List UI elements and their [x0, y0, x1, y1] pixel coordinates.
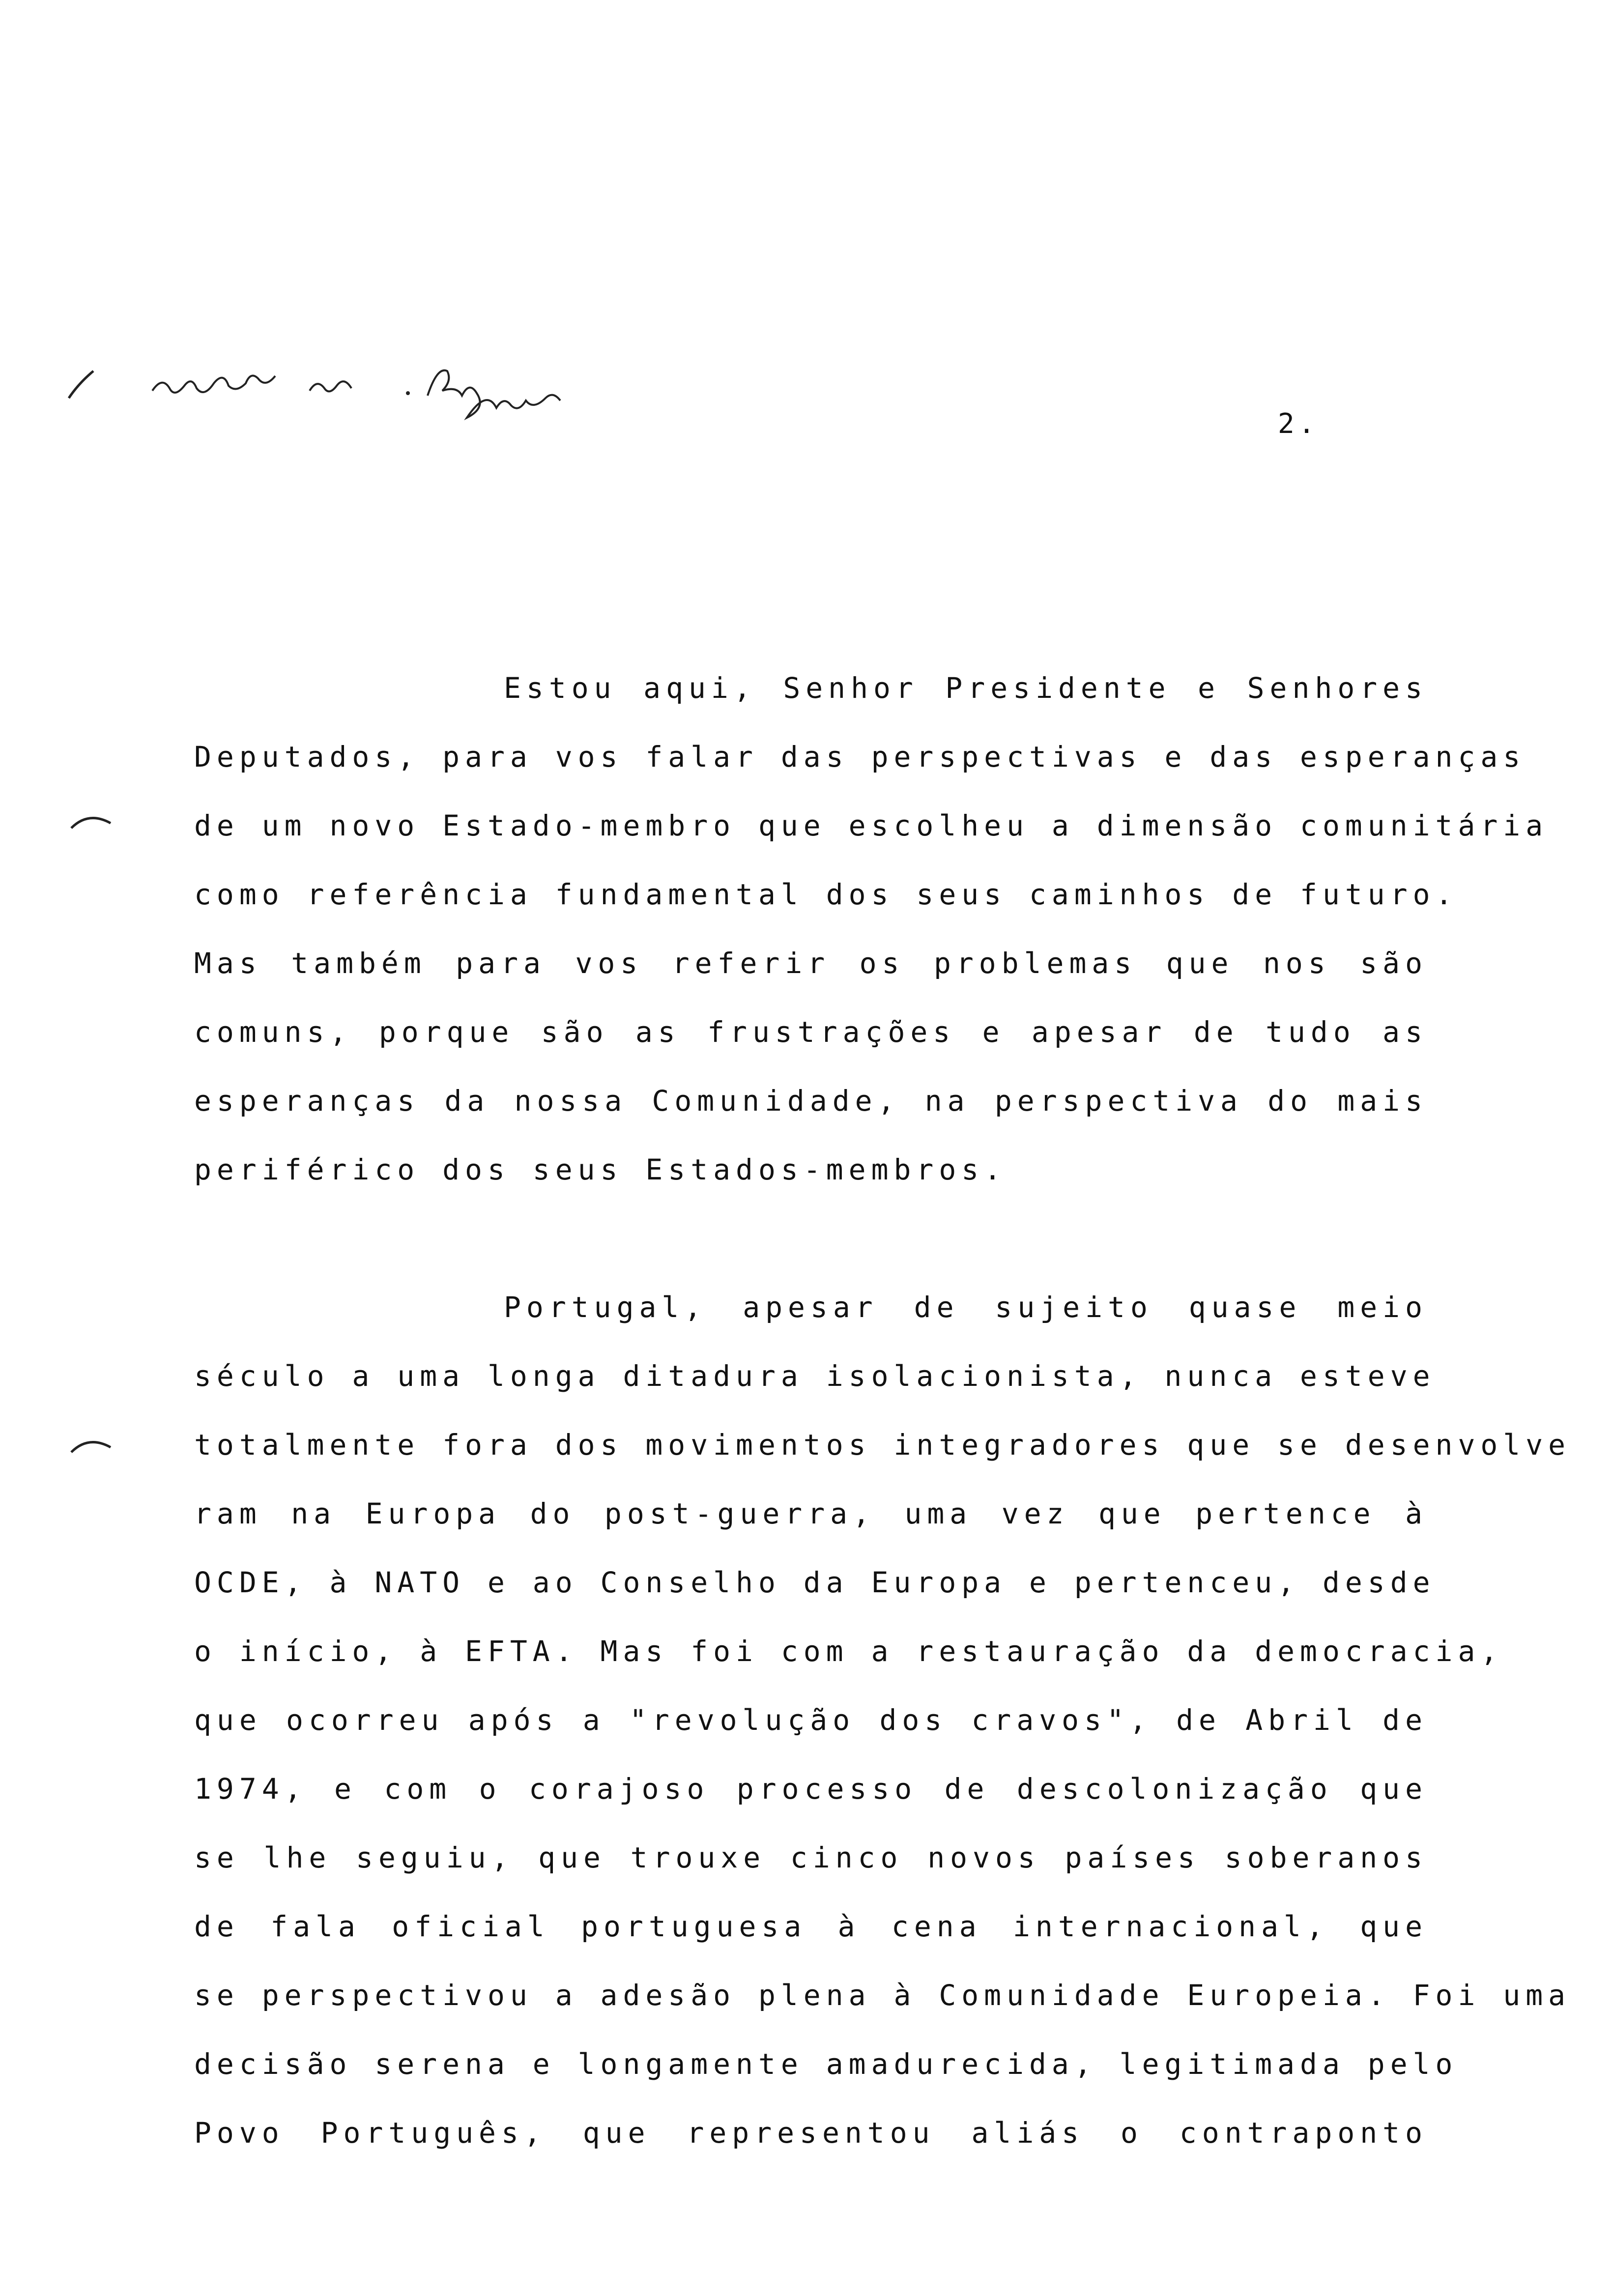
text-line: que ocorreu após a "revolução dos cravos", de Abril de	[194, 1703, 1428, 1737]
text-line: comuns, porque são as frustrações e apesar de tudo as	[194, 1015, 1428, 1049]
text-line: totalmente fora dos movimentos integradores que se desenvolve	[194, 1428, 1571, 1462]
text-line: o início, à EFTA. Mas foi com a restauração da democracia,	[194, 1635, 1503, 1668]
page-number: 2.	[1278, 408, 1319, 440]
text-line: se perspectivou a adesão plena à Comunidade Europeia. Foi uma	[194, 1979, 1571, 2012]
text-line: Deputados, para vos falar das perspectivas e das esperanças	[194, 740, 1526, 774]
text-line: 1974, e com o corajoso processo de descolonização que	[194, 1772, 1428, 1806]
text-line: ram na Europa do post-guerra, uma vez que pertence à	[194, 1497, 1428, 1530]
text-line: de um novo Estado-membro que escolheu a dimensão comunitária	[194, 809, 1549, 842]
text-line: decisão serena e longamente amadurecida, legitimada pelo	[194, 2047, 1458, 2081]
text-line: OCDE, à NATO e ao Conselho da Europa e pertenceu, desde	[194, 1566, 1436, 1599]
paragraph-1	[194, 654, 1549, 1204]
margin-mark	[69, 1435, 113, 1455]
text-line: século a uma longa ditadura isolacionista, nunca esteve	[194, 1359, 1436, 1393]
text-line: de fala oficial portuguesa à cena internacional, que	[194, 1910, 1428, 1943]
paragraph-2	[194, 1273, 1571, 2167]
text-line: Portugal, apesar de sujeito quase meio	[504, 1291, 1428, 1324]
text-line: Povo Português, que representou aliás o contraponto	[194, 2116, 1428, 2150]
text-line: como referência fundamental dos seus caminhos de futuro.	[194, 878, 1458, 911]
margin-mark	[69, 811, 113, 831]
text-line: periférico dos seus Estados-membros.	[194, 1153, 1007, 1186]
text-line: Estou aqui, Senhor Presidente e Senhores	[504, 671, 1428, 705]
text-line: Mas também para vos referir os problemas que nos são	[194, 947, 1428, 980]
text-line: se lhe seguiu, que trouxe cinco novos países soberanos	[194, 1841, 1428, 1874]
text-line: esperanças da nossa Comunidade, na perspectiva do mais	[194, 1084, 1428, 1118]
